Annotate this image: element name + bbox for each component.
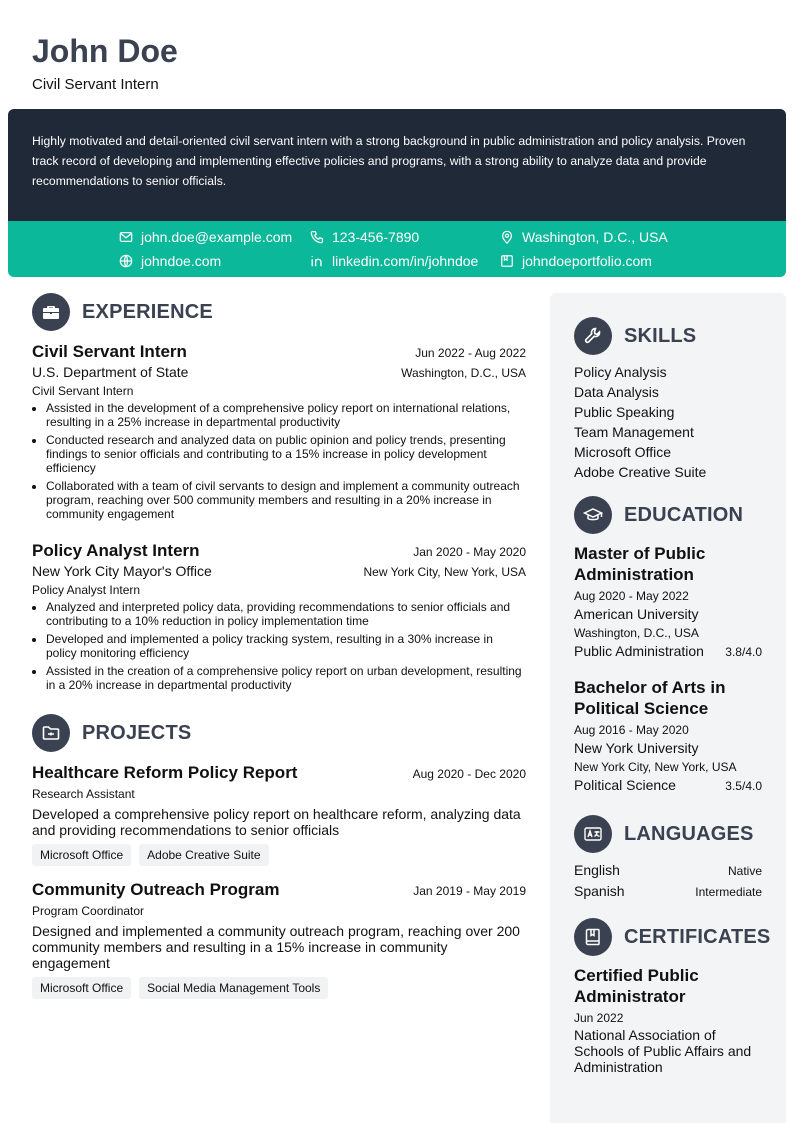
job-title: Civil Servant Intern: [32, 342, 187, 361]
tag: Adobe Creative Suite: [139, 844, 268, 866]
project-description: Developed a comprehensive policy report on healthcare reform, analyzing data and providing recommendations to senior officials: [32, 806, 521, 838]
language-level: Intermediate: [695, 885, 762, 899]
language-level: Native: [727, 864, 762, 878]
job-location: Washington, D.C., USA: [401, 366, 526, 380]
wrench-icon: [583, 326, 603, 346]
folder-icon: [41, 723, 61, 743]
bullet: • Collaborated with a team of civil servants to design and implement a community outreach program, reaching over 500 community members and resulting in a 20% increase in community engagement: [46, 479, 526, 521]
project-entry: [32, 879, 526, 999]
map-pin-icon: [500, 230, 514, 244]
certificate-date: Jun 2022: [574, 1011, 624, 1025]
graduation-cap-icon: [583, 505, 603, 525]
portfolio-icon: [500, 254, 514, 268]
tag: Microsoft Office: [32, 844, 131, 866]
contact-bar: [8, 221, 786, 277]
skill-item: Data Analysis: [574, 384, 659, 400]
projects-title: PROJECTS: [82, 721, 192, 744]
projects-heading: [32, 714, 191, 752]
project-tags: [32, 844, 526, 866]
certificates-badge: [574, 918, 612, 956]
language-name: Spanish: [574, 883, 625, 899]
contact-linkedin[interactable]: [310, 253, 478, 269]
candidate-name: John Doe: [32, 33, 178, 69]
tag: Social Media Management Tools: [139, 977, 328, 999]
school-location: Washington, D.C., USA: [574, 626, 699, 640]
linkedin-icon: [310, 254, 324, 268]
languages-list: [574, 860, 762, 902]
job-location: New York City, New York, USA: [363, 565, 526, 579]
certificate-name: Certified Public Administrator: [574, 966, 699, 1006]
education-badge: [574, 496, 612, 534]
project-description: Designed and implemented a community outreach program, reaching over 200 community members and resulting in a 15% increase in community engagement: [32, 923, 520, 971]
skills-title: SKILLS: [624, 324, 697, 347]
contact-website-text: johndoe.com: [141, 253, 222, 269]
project-title: Community Outreach Program: [32, 880, 280, 899]
education-title: EDUCATION: [624, 503, 744, 526]
certificates-title: CERTIFICATES: [624, 925, 771, 948]
job-position: Civil Servant Intern: [32, 384, 134, 398]
contact-phone[interactable]: [310, 229, 419, 245]
contact-portfolio[interactable]: [500, 253, 652, 269]
job-bullets: [32, 600, 526, 692]
project-role: Research Assistant: [32, 787, 135, 801]
bullet: • Developed and implemented a policy tracking system, resulting in a 30% increase in policy monitoring efficiency: [46, 632, 526, 660]
gpa: 3.8/4.0: [725, 645, 762, 659]
project-date: Aug 2020 - Dec 2020: [412, 767, 526, 781]
job-date: Jun 2022 - Aug 2022: [415, 346, 526, 360]
school: American University: [574, 606, 699, 622]
project-entry: [32, 762, 526, 866]
contact-linkedin-text: linkedin.com/in/johndoe: [332, 253, 479, 269]
skills-badge: [574, 317, 612, 355]
languages-heading: [574, 815, 754, 853]
education-date: Aug 2020 - May 2022: [574, 589, 689, 603]
language-name: English: [574, 862, 620, 878]
education-entry: [574, 677, 762, 795]
languages-badge: [574, 815, 612, 853]
certificate-entry: [574, 965, 762, 1075]
projects-badge: [32, 714, 70, 752]
education-date: Aug 2016 - May 2020: [574, 723, 689, 737]
school-location: New York City, New York, USA: [574, 760, 737, 774]
language-row: [574, 881, 762, 902]
project-date: Jan 2019 - May 2019: [413, 884, 526, 898]
job-bullets: [32, 401, 526, 521]
gpa: 3.5/4.0: [725, 779, 762, 793]
job-title: Policy Analyst Intern: [32, 541, 200, 560]
degree: Bachelor of Arts in Political Science: [574, 678, 726, 718]
education-entry: [574, 543, 762, 661]
experience-entry: [32, 341, 526, 525]
degree: Master of Public Administration: [574, 544, 706, 584]
contact-website[interactable]: [119, 253, 221, 269]
project-title: Healthcare Reform Policy Report: [32, 763, 298, 782]
book-icon: [583, 927, 603, 947]
experience-badge: [32, 293, 70, 331]
languages-title: LANGUAGES: [624, 822, 754, 845]
skill-item: Microsoft Office: [574, 444, 671, 460]
translate-icon: [583, 824, 603, 844]
job-org: New York City Mayor's Office: [32, 563, 212, 579]
experience-title: EXPERIENCE: [82, 300, 213, 323]
skills-list: [574, 362, 762, 482]
school: New York University: [574, 740, 699, 756]
experience-heading: [32, 293, 213, 331]
job-org: U.S. Department of State: [32, 364, 189, 380]
skills-heading: [574, 317, 696, 355]
contact-email[interactable]: [119, 229, 292, 245]
phone-icon: [310, 230, 324, 244]
skill-item: Policy Analysis: [574, 364, 667, 380]
skill-item: Adobe Creative Suite: [574, 464, 707, 480]
summary-panel: [8, 109, 786, 221]
contact-location-text: Washington, D.C., USA: [522, 229, 668, 245]
contact-location: [500, 229, 668, 245]
experience-entry: [32, 540, 526, 696]
resume-header: [32, 32, 178, 94]
contact-email-text: john.doe@example.com: [141, 229, 293, 245]
skill-item: Public Speaking: [574, 404, 675, 420]
project-role: Program Coordinator: [32, 904, 145, 918]
globe-icon: [119, 254, 133, 268]
certificate-issuer: National Association of Schools of Public Affairs and Administration: [574, 1027, 752, 1075]
summary-text: Highly motivated and detail-oriented civil servant intern with a strong background in public administration and policy analysis. Proven track record of developing and implementing effective policies and programs, with a strong ability to analyze data and provide recommendations to senior officials.: [32, 134, 746, 188]
certificates-heading: [574, 918, 770, 956]
project-tags: [32, 977, 526, 999]
field: Public Administration: [574, 643, 704, 659]
briefcase-icon: [41, 302, 61, 322]
contact-portfolio-text: johndoeportfolio.com: [522, 253, 652, 269]
mail-icon: [119, 230, 133, 244]
bullet: • Conducted research and analyzed data on public opinion and policy trends, presenting findings to senior officials and contributing to a 15% increase in policy development efficiency: [46, 433, 526, 475]
bullet: • Assisted in the development of a comprehensive policy report on international relations, resulting in a 25% increase in departmental productivity: [46, 401, 526, 429]
language-row: [574, 860, 762, 881]
job-date: Jan 2020 - May 2020: [413, 545, 526, 559]
skill-item: Team Management: [574, 424, 694, 440]
tag: Microsoft Office: [32, 977, 131, 999]
education-heading: [574, 496, 743, 534]
field: Political Science: [574, 777, 676, 793]
contact-phone-text: 123-456-7890: [332, 229, 420, 245]
job-position: Policy Analyst Intern: [32, 583, 141, 597]
bullet: • Analyzed and interpreted policy data, providing recommendations to senior officials and contributing to a 10% reduction in policy implementation time: [46, 600, 526, 628]
candidate-title: Civil Servant Intern: [32, 76, 159, 93]
bullet: • Assisted in the creation of a comprehensive policy report on urban development, resulting in a 20% increase in departmental productivity: [46, 664, 526, 692]
